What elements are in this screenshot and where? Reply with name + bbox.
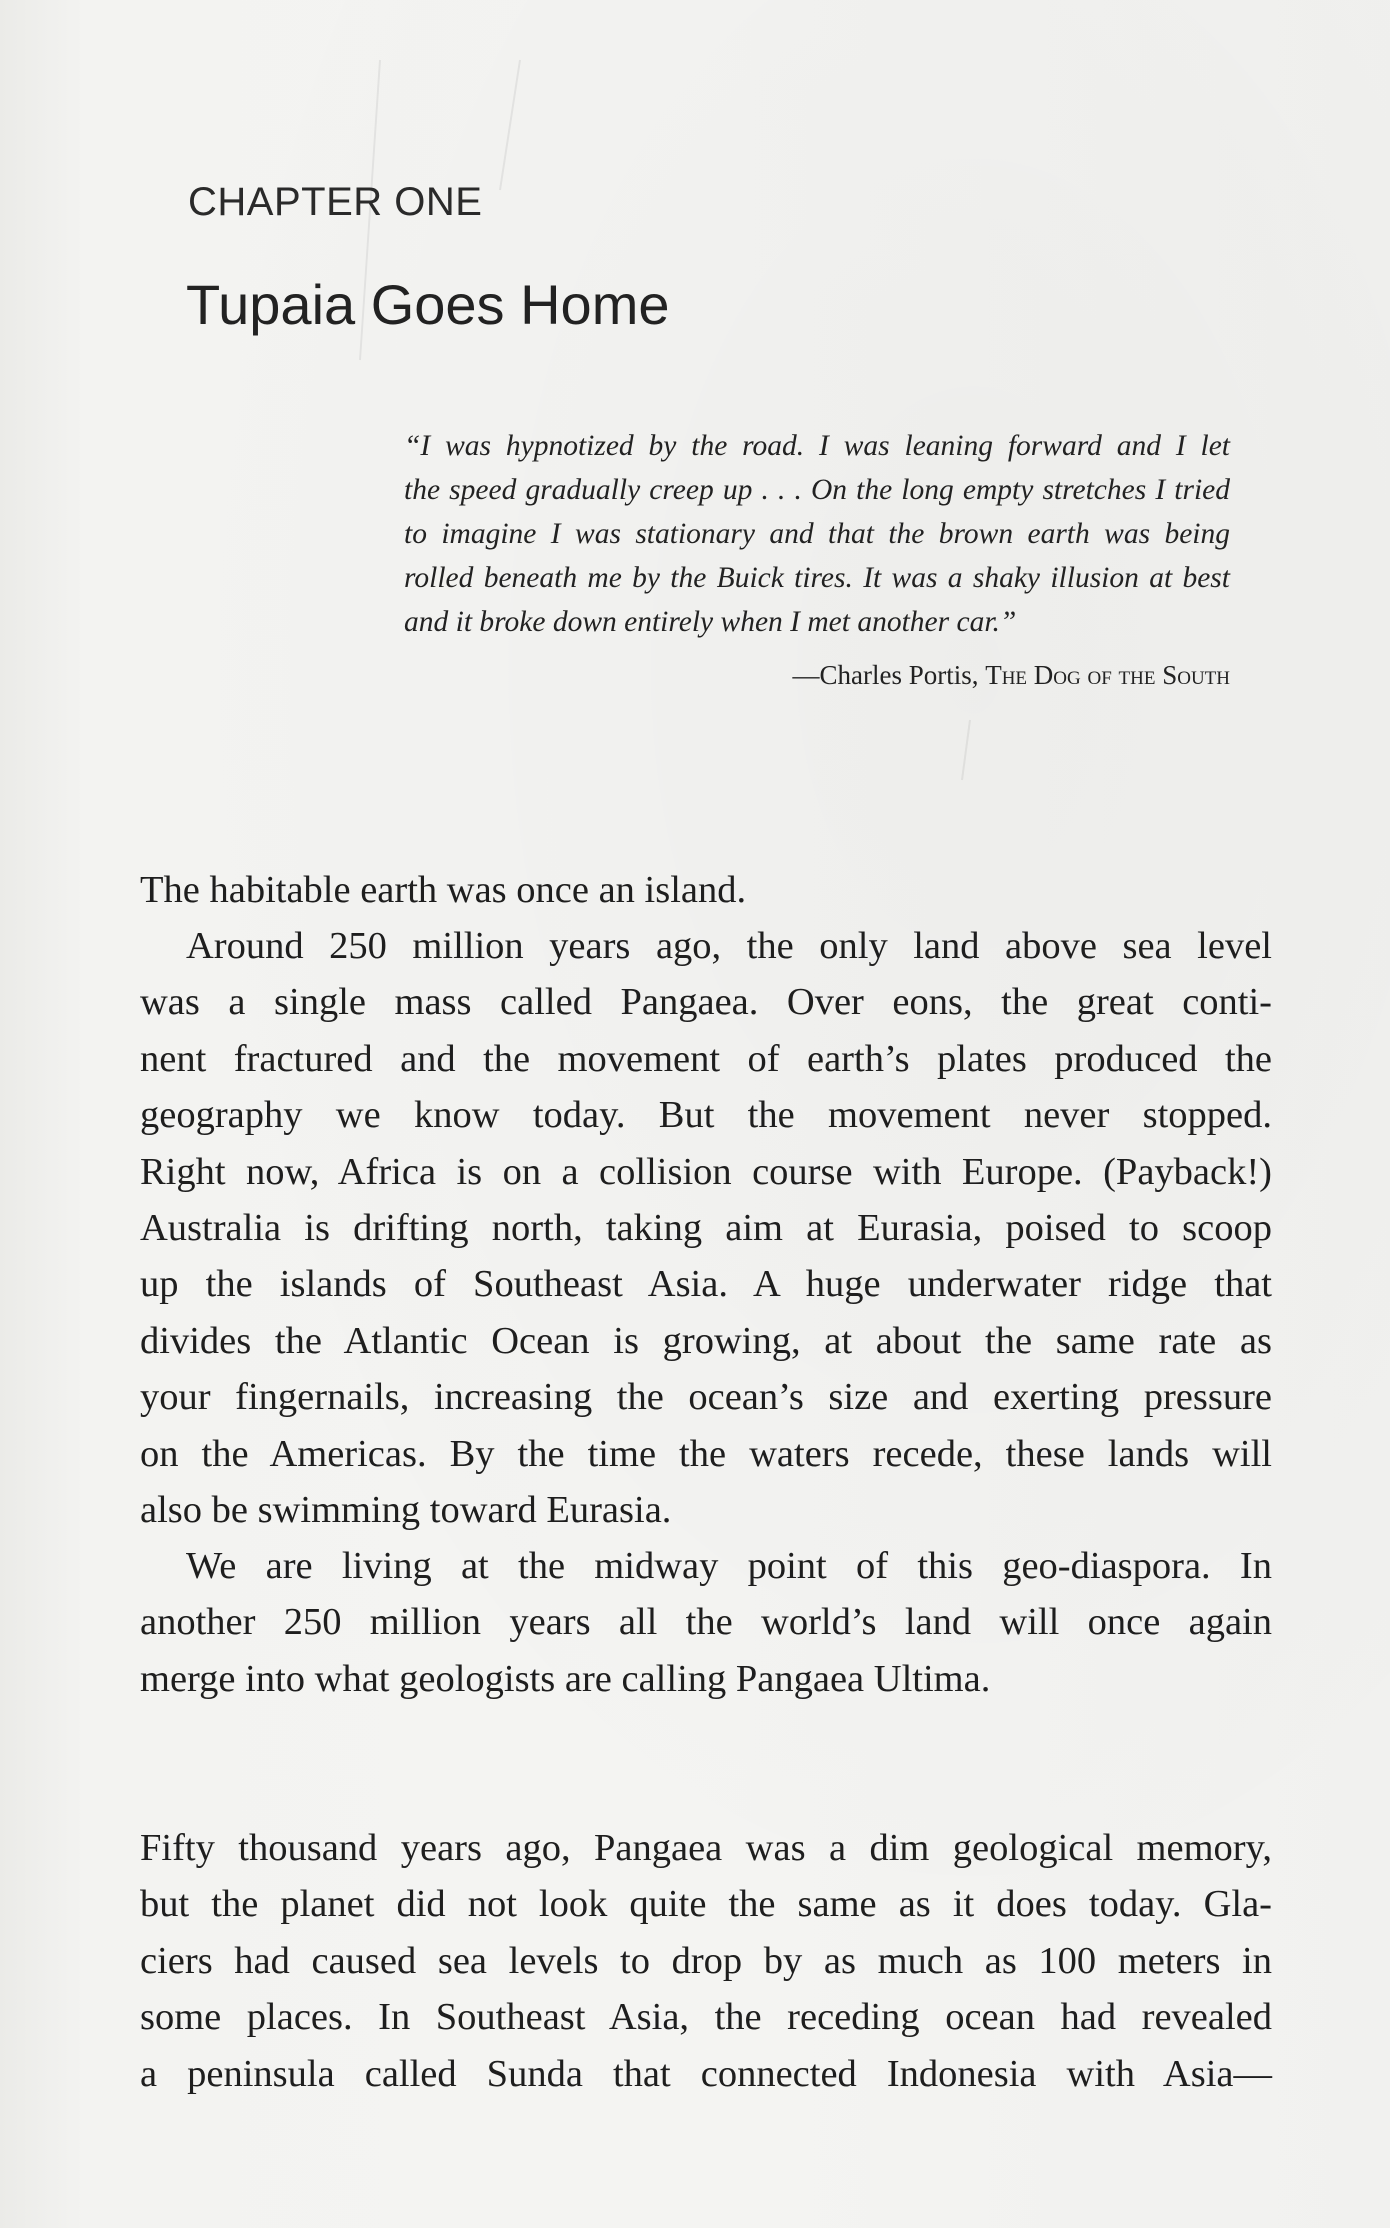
- text-line: on the Americas. By the time the waters recede, these lands will: [140, 1432, 1272, 1475]
- epigraph: [404, 424, 1230, 644]
- text-line: We are living at the midway point of this geo-diaspora. In: [186, 1545, 1272, 1587]
- epigraph-line: rolled beneath me by the Buick tires. It was a shaky illusion at best: [404, 562, 1230, 594]
- text-line: Around 250 million years ago, the only land above sea level: [186, 925, 1272, 967]
- chapter-label: CHAPTER ONE: [188, 180, 483, 224]
- epigraph-attribution: [404, 660, 1230, 691]
- attribution-author: —Charles Portis,: [792, 660, 986, 690]
- text-line: was a single mass called Pangaea. Over eons, the great conti-: [140, 981, 1272, 1024]
- epigraph-line: and it broke down entirely when I met another car.”: [404, 606, 1017, 638]
- text-line: ciers had caused sea levels to drop by as much as 100 meters in: [140, 1939, 1272, 1982]
- text-line: Australia is drifting north, taking aim at Eurasia, poised to scoop: [140, 1206, 1272, 1249]
- text-line: but the planet did not look quite the same as it does today. Gla-: [140, 1883, 1272, 1926]
- paragraph-1: [140, 862, 1272, 918]
- text-line: Right now, Africa is on a collision course with Europe. (Payback!): [140, 1150, 1272, 1193]
- epigraph-line: the speed gradually creep up . . . On the long empty stretches I tried: [404, 474, 1230, 506]
- text-line: divides the Atlantic Ocean is growing, at about the same rate as: [140, 1319, 1272, 1362]
- text-line: merge into what geologists are calling Pangaea Ultima.: [140, 1657, 991, 1700]
- epigraph-line: “I was hypnotized by the road. I was leaning forward and I let: [404, 430, 1230, 462]
- text-line: nent fractured and the movement of earth’s plates produced the: [140, 1037, 1272, 1080]
- text-line: up the islands of Southeast Asia. A huge underwater ridge that: [140, 1263, 1272, 1306]
- text-line: some places. In Southeast Asia, the receding ocean had revealed: [140, 1996, 1272, 2039]
- text-line: a peninsula called Sunda that connected Indonesia with Asia—: [140, 2052, 1272, 2095]
- epigraph-line: to imagine I was stationary and that the brown earth was being: [404, 518, 1230, 550]
- attribution-work: The Dog of the South: [985, 660, 1230, 690]
- text-line: another 250 million years all the world’s land will once again: [140, 1601, 1272, 1644]
- text-line: your fingernails, increasing the ocean’s size and exerting pressure: [140, 1376, 1272, 1419]
- text-line: also be swimming toward Eurasia.: [140, 1488, 672, 1531]
- paragraph-2: [140, 918, 1272, 1538]
- paragraph-3: [140, 1538, 1272, 1707]
- text-line: The habitable earth was once an island.: [140, 869, 747, 911]
- paragraph-4: [140, 1820, 1272, 2102]
- text-line: geography we know today. But the movement never stopped.: [140, 1094, 1272, 1137]
- text-line: Fifty thousand years ago, Pangaea was a dim geological memory,: [140, 1827, 1272, 1869]
- chapter-title: Tupaia Goes Home: [186, 273, 670, 336]
